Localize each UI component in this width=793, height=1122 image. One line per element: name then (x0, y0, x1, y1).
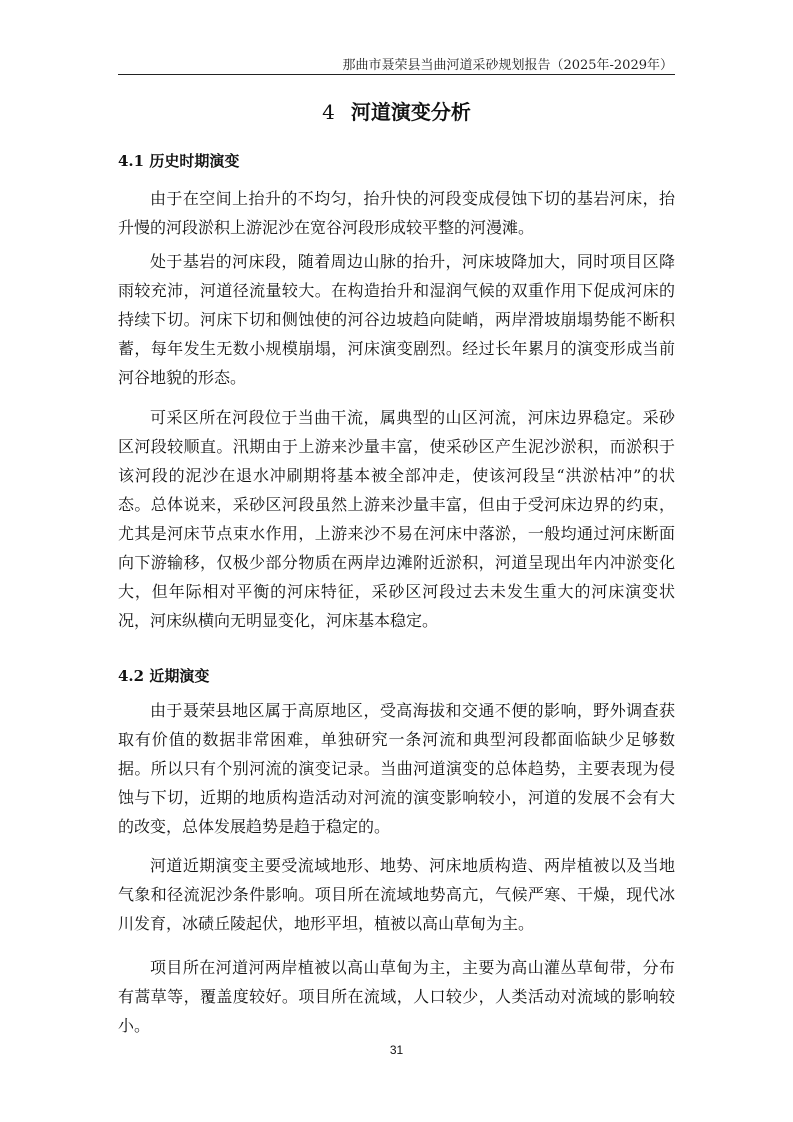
paragraph: 项目所在河道河两岸植被以高山草甸为主，主要为高山灌丛草甸带，分布有蒿草等，覆盖度较好。项目所在流域，人口较少，人类活动对流域的影响较小。 (118, 958, 675, 1035)
running-header-title: 那曲市聂荣县当曲河道采砂规划报告（2025年-2029年） (342, 58, 673, 73)
paragraph: 由于在空间上抬升的不均匀，抬升快的河段变成侵蚀下切的基岩河床，抬升慢的河段淤积上游泥沙在宽谷河段形成较平整的河漫滩。 (118, 189, 675, 237)
chapter-title-text: 河道演变分析 (350, 100, 471, 124)
chapter-number: 4 (322, 100, 335, 124)
paragraph: 由于聂荣县地区属于高原地区，受高海拔和交通不便的影响，野外调查获取有价值的数据非常困难，单独研究一条河流和典型河段都面临缺少足够数据。所以只有个别河流的演变记录。当曲河道演变的总体趋势，主要表现为侵蚀与下切，近期的地质构造活动对河流的演变影响较小，河道的发展不会有大的改变，总体发展趋势是趋于稳定的。 (118, 701, 675, 836)
paragraph: 处于基岩的河床段，随着周边山脉的抬升，河床坡降加大，同时项目区降雨较充沛，河道径流量较大。在构造抬升和湿润气候的双重作用下促成河床的持续下切。河床下切和侧蚀使的河谷边坡趋向陡峭，两岸滑坡崩塌势能不断积蓄，每年发生无数小规模崩塌，河床演变剧烈。经过长年累月的演变形成当前河谷地貌的形态。 (118, 252, 675, 387)
page-number: 31 (389, 1043, 404, 1057)
paragraph: 河道近期演变主要受流域地形、地势、河床地质构造、两岸植被以及当地气象和径流泥沙条件影响。项目所在流域地势高亢，气候严寒、干燥，现代冰川发育，冰碛丘陵起伏，地形平坦，植被以高山草甸为主。 (118, 856, 675, 933)
section-heading-4-1: 4.1 历史时期演变 (118, 152, 240, 170)
header-divider (118, 74, 675, 75)
paragraph: 可采区所在河段位于当曲干流，属典型的山区河流，河床边界稳定。采砂区河段较顺直。汛期由于上游来沙量丰富，使采砂区产生泥沙淤积，而淤积于该河段的泥沙在退水冲刷期将基本被全部冲走，使该河段呈“洪淤枯冲”的状态。总体说来，采砂区河段虽然上游来沙量丰富，但由于受河床边界的约束，尤其是河床节点束水作用，上游来沙不易在河床中落淤，一般均通过河床断面向下游输移，仅极少部分物质在两岸边滩附近淤积，河道呈现出年内冲淤变化大，但年际相对平衡的河床特征，采砂区河段过去未发生重大的河床演变状况，河床纵横向无明显变化，河床基本稳定。 (118, 408, 675, 630)
section-heading-4-2: 4.2 近期演变 (118, 667, 210, 685)
chapter-title (0, 96, 793, 125)
